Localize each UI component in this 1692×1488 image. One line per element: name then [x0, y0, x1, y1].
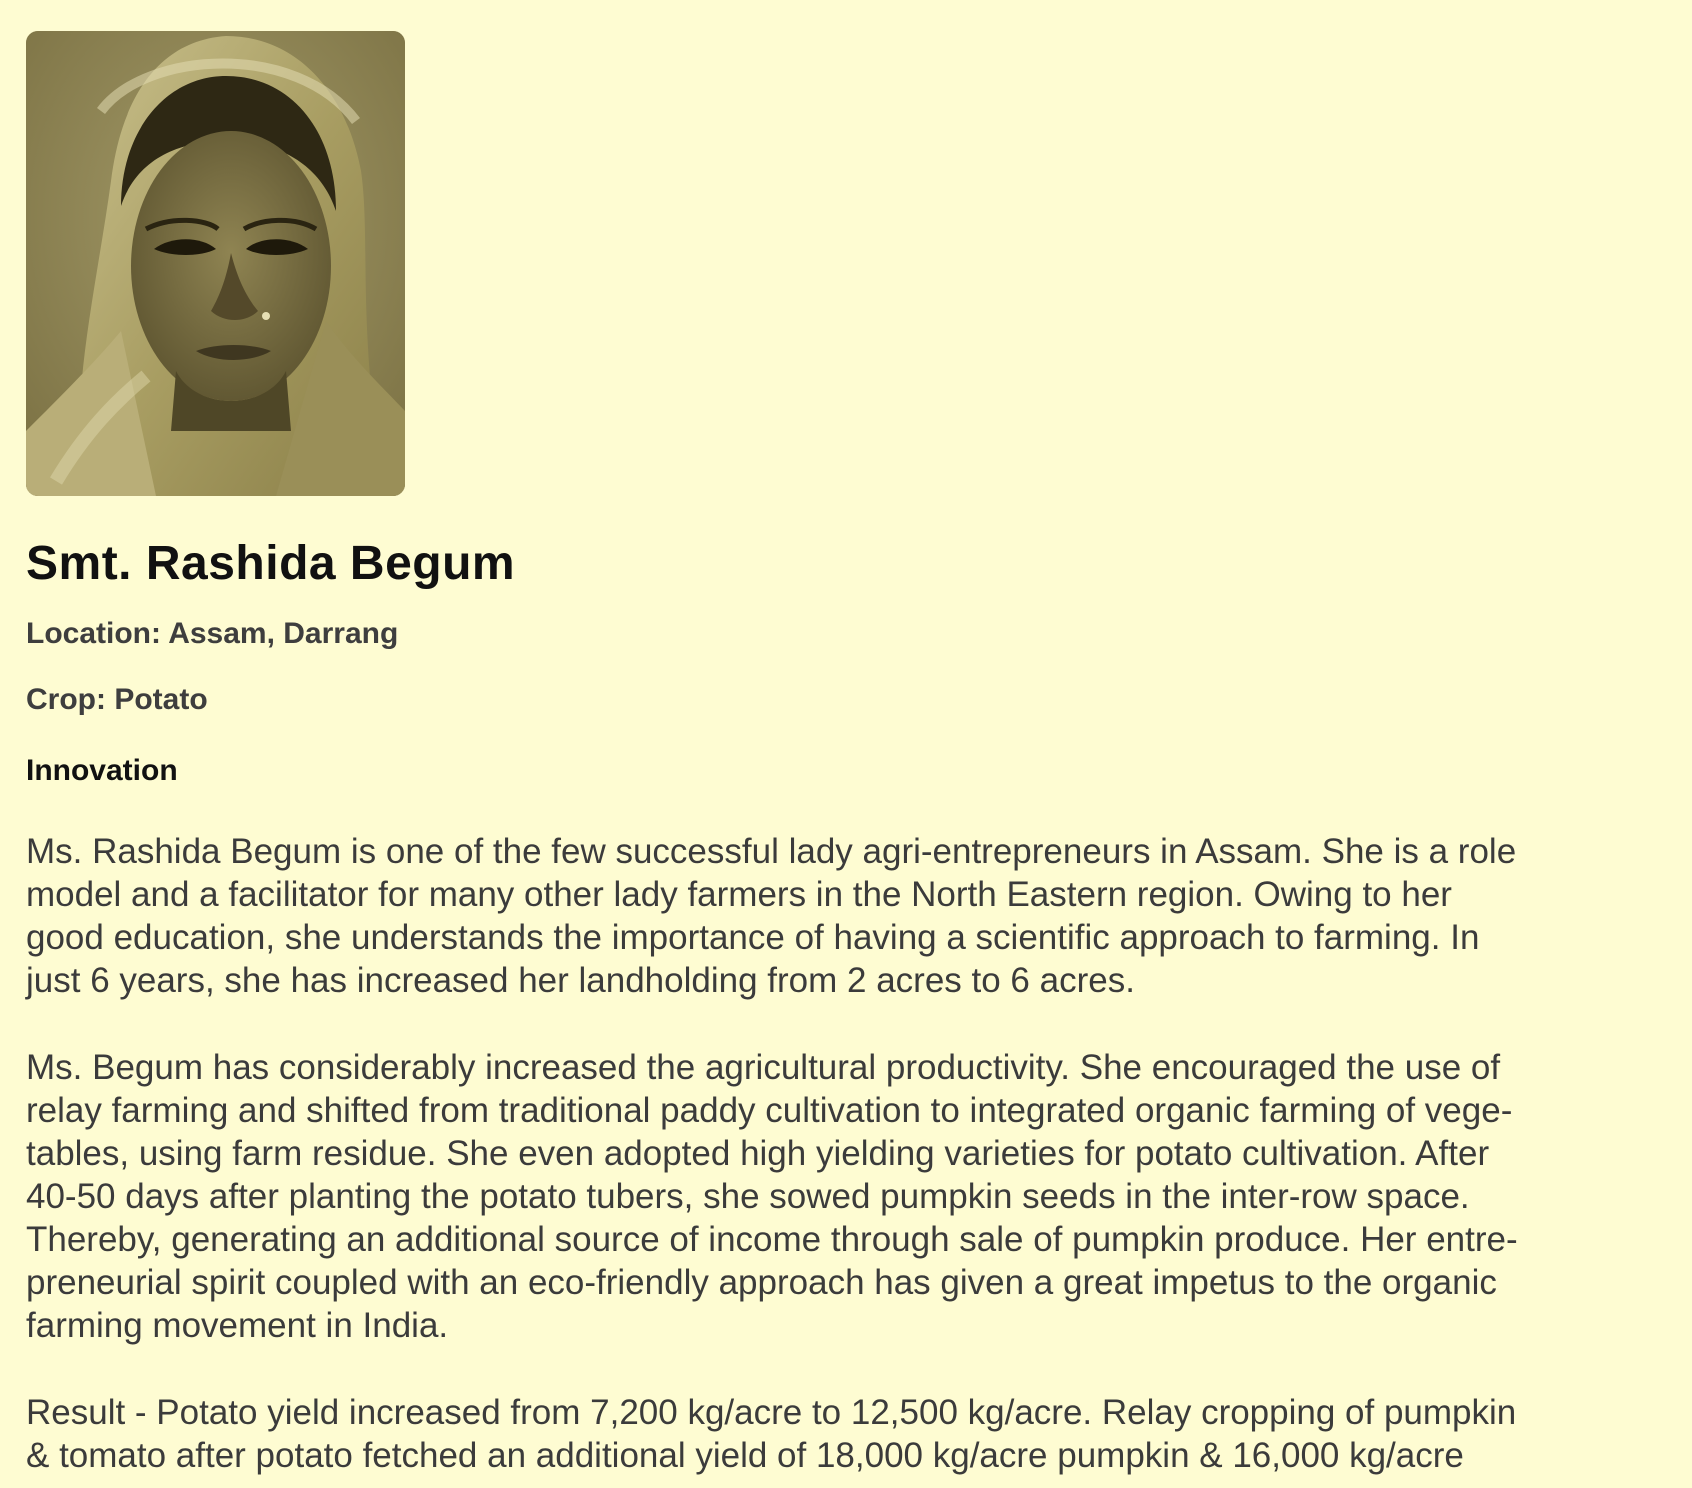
- result-paragraph: [26, 1391, 1666, 1477]
- innovation-heading: Innovation: [26, 754, 178, 787]
- paragraph-line: 40-50 days after planting the potato tubers, she sowed pumpkin seeds in the inter-row space.: [26, 1177, 1470, 1216]
- paragraph-line: Result - Potato yield increased from 7,200 kg/acre to 12,500 kg/acre. Relay cropping of pumpkin: [26, 1393, 1517, 1432]
- paragraph-line: farming movement in India.: [26, 1306, 449, 1345]
- woman-portrait-icon: [26, 31, 405, 496]
- paragraph-line: Ms. Rashida Begum is one of the few successful lady agri-entrepreneurs in Assam. She is a role: [26, 832, 1517, 871]
- paragraph-line: model and a facilitator for many other lady farmers in the North Eastern region. Owing to her: [26, 875, 1452, 914]
- paragraph-line: Ms. Begum has considerably increased the agricultural productivity. She encouraged the use of: [26, 1048, 1501, 1087]
- paragraph-line: & tomato after potato fetched an additional yield of 18,000 kg/acre pumpkin & 16,000 kg/acre: [26, 1436, 1464, 1475]
- paragraph-line: just 6 years, she has increased her landholding from 2 acres to 6 acres.: [26, 961, 1135, 1000]
- profile-name: Smt. Rashida Begum: [26, 537, 516, 590]
- paragraph-line: Thereby, generating an additional source of income through sale of pumpkin produce. Her entre-: [26, 1220, 1518, 1259]
- paragraph-line: good education, she understands the importance of having a scientific approach to farming. In: [26, 918, 1480, 957]
- profile-photo: [26, 31, 405, 496]
- innovation-paragraph-2: [26, 1046, 1666, 1347]
- paragraph-line: tables, using farm residue. She even adopted high yielding varieties for potato cultivation. After: [26, 1134, 1490, 1173]
- profile-location: Location: Assam, Darrang: [26, 617, 399, 650]
- paragraph-line: relay farming and shifted from traditional paddy cultivation to integrated organic farming of vege-: [26, 1091, 1513, 1130]
- profile-crop: Crop: Potato: [26, 683, 208, 716]
- paragraph-line: preneurial spirit coupled with an eco-friendly approach has given a great impetus to the organic: [26, 1263, 1497, 1302]
- innovation-paragraph-1: [26, 830, 1666, 1002]
